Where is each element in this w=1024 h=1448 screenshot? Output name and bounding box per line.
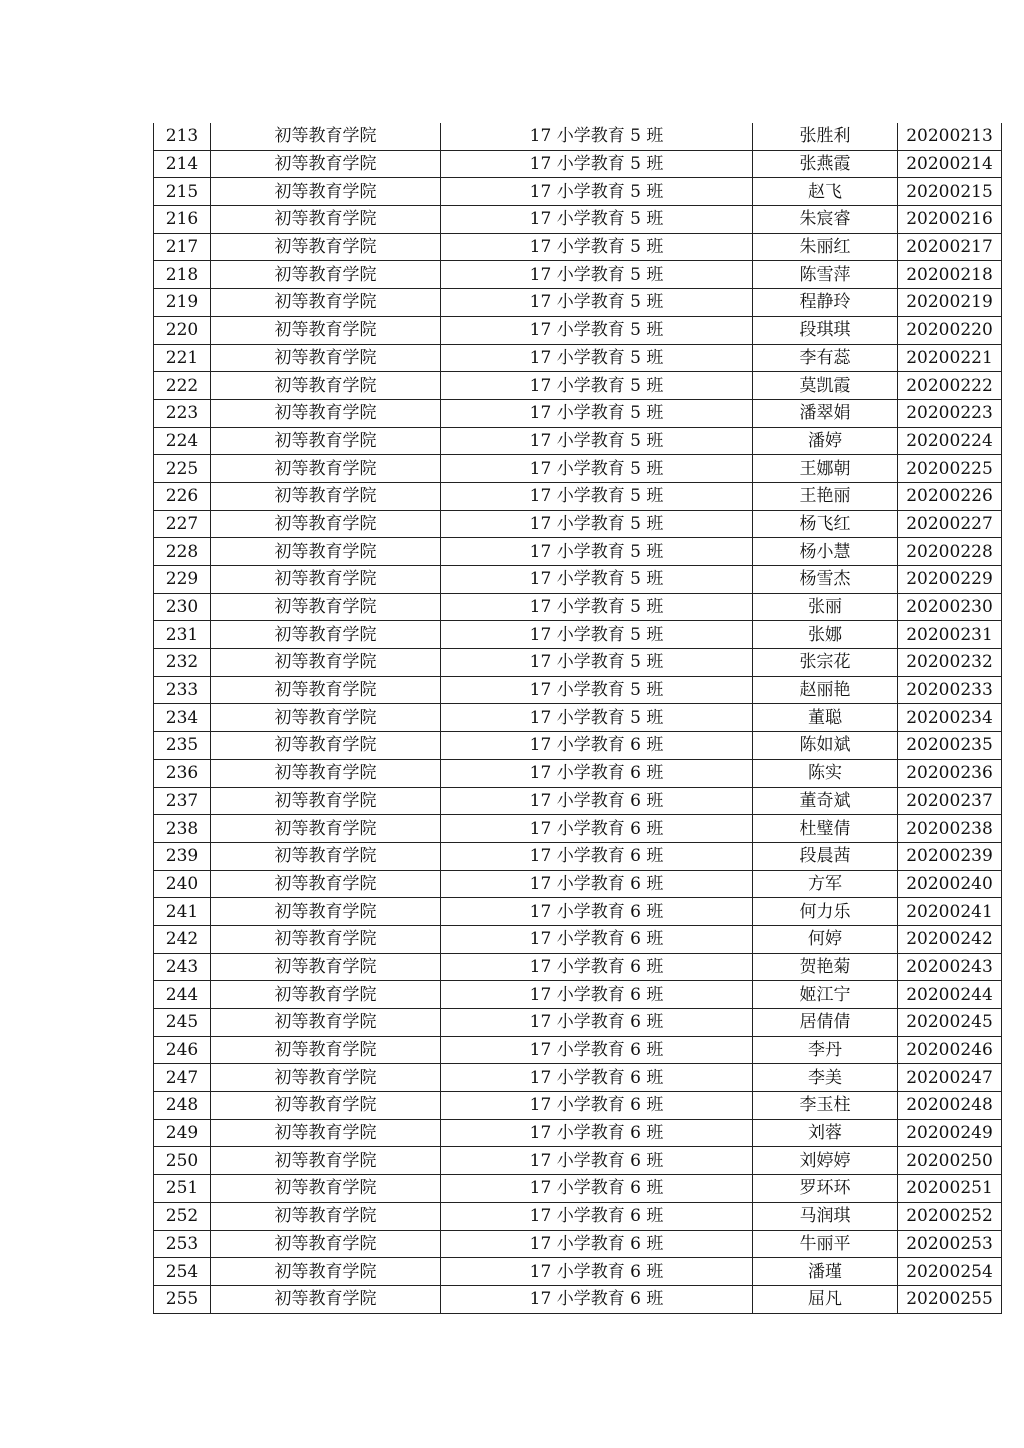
student-id-cell: 20200224 [898, 427, 1002, 455]
student-id-cell: 20200214 [898, 150, 1002, 178]
row-number-cell: 226 [154, 482, 211, 510]
student-name-cell: 张燕霞 [753, 150, 898, 178]
student-name-cell: 李玉柱 [753, 1092, 898, 1120]
row-number-cell: 248 [154, 1092, 211, 1120]
college-cell: 初等教育学院 [211, 1147, 441, 1175]
student-id-cell: 20200216 [898, 206, 1002, 234]
student-id-cell: 20200213 [898, 123, 1002, 150]
student-name-cell: 何力乐 [753, 898, 898, 926]
row-number-cell: 247 [154, 1064, 211, 1092]
class-cell: 17 小学教育 6 班 [441, 1285, 753, 1313]
table-row [154, 815, 1002, 843]
student-id-cell: 20200230 [898, 593, 1002, 621]
row-number-cell: 235 [154, 732, 211, 760]
student-name-cell: 陈雪萍 [753, 261, 898, 289]
student-list [153, 123, 1001, 1314]
student-id-cell: 20200244 [898, 981, 1002, 1009]
student-id-cell: 20200241 [898, 898, 1002, 926]
college-cell: 初等教育学院 [211, 815, 441, 843]
class-cell: 17 小学教育 6 班 [441, 1147, 753, 1175]
student-id-cell: 20200215 [898, 178, 1002, 206]
student-id-cell: 20200240 [898, 870, 1002, 898]
student-name-cell: 居倩倩 [753, 1009, 898, 1037]
table-row [154, 593, 1002, 621]
row-number-cell: 223 [154, 399, 211, 427]
college-cell: 初等教育学院 [211, 704, 441, 732]
class-cell: 17 小学教育 6 班 [441, 787, 753, 815]
class-cell: 17 小学教育 6 班 [441, 870, 753, 898]
class-cell: 17 小学教育 6 班 [441, 1175, 753, 1203]
row-number-cell: 253 [154, 1230, 211, 1258]
college-cell: 初等教育学院 [211, 566, 441, 594]
table-row [154, 870, 1002, 898]
class-cell: 17 小学教育 6 班 [441, 842, 753, 870]
student-id-cell: 20200220 [898, 316, 1002, 344]
college-cell: 初等教育学院 [211, 372, 441, 400]
student-name-cell: 莫凯霞 [753, 372, 898, 400]
row-number-cell: 245 [154, 1009, 211, 1037]
student-name-cell: 方军 [753, 870, 898, 898]
table-row [154, 372, 1002, 400]
row-number-cell: 237 [154, 787, 211, 815]
college-cell: 初等教育学院 [211, 981, 441, 1009]
student-id-cell: 20200222 [898, 372, 1002, 400]
student-name-cell: 屈凡 [753, 1285, 898, 1313]
table-row [154, 344, 1002, 372]
class-cell: 17 小学教育 5 班 [441, 123, 753, 150]
class-cell: 17 小学教育 5 班 [441, 261, 753, 289]
class-cell: 17 小学教育 5 班 [441, 316, 753, 344]
student-id-cell: 20200233 [898, 676, 1002, 704]
student-id-cell: 20200250 [898, 1147, 1002, 1175]
student-name-cell: 李美 [753, 1064, 898, 1092]
college-cell: 初等教育学院 [211, 482, 441, 510]
student-name-cell: 杨小慧 [753, 538, 898, 566]
row-number-cell: 246 [154, 1036, 211, 1064]
student-name-cell: 张胜利 [753, 123, 898, 150]
student-id-cell: 20200217 [898, 233, 1002, 261]
student-name-cell: 杜璧倩 [753, 815, 898, 843]
table-row [154, 1202, 1002, 1230]
table-row [154, 206, 1002, 234]
class-cell: 17 小学教育 6 班 [441, 1036, 753, 1064]
student-name-cell: 杨雪杰 [753, 566, 898, 594]
student-name-cell: 张丽 [753, 593, 898, 621]
class-cell: 17 小学教育 5 班 [441, 593, 753, 621]
student-id-cell: 20200236 [898, 759, 1002, 787]
college-cell: 初等教育学院 [211, 1258, 441, 1286]
row-number-cell: 236 [154, 759, 211, 787]
class-cell: 17 小学教育 6 班 [441, 759, 753, 787]
student-name-cell: 王娜朝 [753, 455, 898, 483]
table-row [154, 981, 1002, 1009]
student-id-cell: 20200228 [898, 538, 1002, 566]
student-id-cell: 20200221 [898, 344, 1002, 372]
college-cell: 初等教育学院 [211, 593, 441, 621]
college-cell: 初等教育学院 [211, 261, 441, 289]
table-row [154, 233, 1002, 261]
row-number-cell: 232 [154, 649, 211, 677]
class-cell: 17 小学教育 6 班 [441, 898, 753, 926]
class-cell: 17 小学教育 5 班 [441, 289, 753, 317]
student-name-cell: 何婷 [753, 925, 898, 953]
student-name-cell: 陈实 [753, 759, 898, 787]
class-cell: 17 小学教育 6 班 [441, 1202, 753, 1230]
college-cell: 初等教育学院 [211, 510, 441, 538]
college-cell: 初等教育学院 [211, 123, 441, 150]
row-number-cell: 252 [154, 1202, 211, 1230]
class-cell: 17 小学教育 6 班 [441, 981, 753, 1009]
table-row [154, 510, 1002, 538]
college-cell: 初等教育学院 [211, 676, 441, 704]
class-cell: 17 小学教育 5 班 [441, 621, 753, 649]
student-name-cell: 赵飞 [753, 178, 898, 206]
student-id-cell: 20200252 [898, 1202, 1002, 1230]
row-number-cell: 239 [154, 842, 211, 870]
row-number-cell: 220 [154, 316, 211, 344]
row-number-cell: 230 [154, 593, 211, 621]
college-cell: 初等教育学院 [211, 427, 441, 455]
college-cell: 初等教育学院 [211, 1202, 441, 1230]
college-cell: 初等教育学院 [211, 732, 441, 760]
row-number-cell: 249 [154, 1119, 211, 1147]
class-cell: 17 小学教育 5 班 [441, 649, 753, 677]
row-number-cell: 251 [154, 1175, 211, 1203]
student-id-cell: 20200237 [898, 787, 1002, 815]
college-cell: 初等教育学院 [211, 925, 441, 953]
row-number-cell: 250 [154, 1147, 211, 1175]
row-number-cell: 234 [154, 704, 211, 732]
student-id-cell: 20200225 [898, 455, 1002, 483]
table-row [154, 649, 1002, 677]
row-number-cell: 255 [154, 1285, 211, 1313]
student-name-cell: 李有蕊 [753, 344, 898, 372]
row-number-cell: 240 [154, 870, 211, 898]
table-row [154, 1064, 1002, 1092]
college-cell: 初等教育学院 [211, 316, 441, 344]
row-number-cell: 227 [154, 510, 211, 538]
college-cell: 初等教育学院 [211, 870, 441, 898]
student-name-cell: 段琪琪 [753, 316, 898, 344]
row-number-cell: 228 [154, 538, 211, 566]
college-cell: 初等教育学院 [211, 1064, 441, 1092]
table-row [154, 316, 1002, 344]
table-row [154, 621, 1002, 649]
college-cell: 初等教育学院 [211, 344, 441, 372]
student-name-cell: 陈如斌 [753, 732, 898, 760]
college-cell: 初等教育学院 [211, 1285, 441, 1313]
table-row [154, 538, 1002, 566]
row-number-cell: 244 [154, 981, 211, 1009]
class-cell: 17 小学教育 5 班 [441, 233, 753, 261]
table-row [154, 732, 1002, 760]
row-number-cell: 243 [154, 953, 211, 981]
college-cell: 初等教育学院 [211, 178, 441, 206]
class-cell: 17 小学教育 6 班 [441, 1009, 753, 1037]
table-row [154, 898, 1002, 926]
class-cell: 17 小学教育 6 班 [441, 732, 753, 760]
college-cell: 初等教育学院 [211, 759, 441, 787]
row-number-cell: 229 [154, 566, 211, 594]
row-number-cell: 242 [154, 925, 211, 953]
student-table [153, 123, 1002, 1314]
class-cell: 17 小学教育 5 班 [441, 676, 753, 704]
table-row [154, 482, 1002, 510]
college-cell: 初等教育学院 [211, 538, 441, 566]
college-cell: 初等教育学院 [211, 787, 441, 815]
student-name-cell: 张娜 [753, 621, 898, 649]
class-cell: 17 小学教育 5 班 [441, 510, 753, 538]
college-cell: 初等教育学院 [211, 1036, 441, 1064]
table-row [154, 676, 1002, 704]
student-id-cell: 20200227 [898, 510, 1002, 538]
student-id-cell: 20200248 [898, 1092, 1002, 1120]
table-row [154, 566, 1002, 594]
table-row [154, 1119, 1002, 1147]
table-row [154, 953, 1002, 981]
class-cell: 17 小学教育 6 班 [441, 1119, 753, 1147]
table-row [154, 1175, 1002, 1203]
college-cell: 初等教育学院 [211, 1009, 441, 1037]
student-id-cell: 20200249 [898, 1119, 1002, 1147]
table-row [154, 178, 1002, 206]
college-cell: 初等教育学院 [211, 455, 441, 483]
student-name-cell: 刘婷婷 [753, 1147, 898, 1175]
student-id-cell: 20200239 [898, 842, 1002, 870]
row-number-cell: 241 [154, 898, 211, 926]
student-name-cell: 李丹 [753, 1036, 898, 1064]
student-id-cell: 20200229 [898, 566, 1002, 594]
table-row [154, 123, 1002, 150]
row-number-cell: 225 [154, 455, 211, 483]
college-cell: 初等教育学院 [211, 842, 441, 870]
student-id-cell: 20200235 [898, 732, 1002, 760]
table-row [154, 150, 1002, 178]
student-name-cell: 牛丽平 [753, 1230, 898, 1258]
student-name-cell: 刘蓉 [753, 1119, 898, 1147]
table-row [154, 427, 1002, 455]
row-number-cell: 222 [154, 372, 211, 400]
class-cell: 17 小学教育 6 班 [441, 1258, 753, 1286]
table-row [154, 399, 1002, 427]
class-cell: 17 小学教育 5 班 [441, 344, 753, 372]
student-id-cell: 20200238 [898, 815, 1002, 843]
table-row [154, 289, 1002, 317]
college-cell: 初等教育学院 [211, 1230, 441, 1258]
student-name-cell: 贺艳菊 [753, 953, 898, 981]
college-cell: 初等教育学院 [211, 1119, 441, 1147]
table-row [154, 1147, 1002, 1175]
table-row [154, 1230, 1002, 1258]
student-name-cell: 杨飞红 [753, 510, 898, 538]
student-id-cell: 20200243 [898, 953, 1002, 981]
row-number-cell: 216 [154, 206, 211, 234]
row-number-cell: 238 [154, 815, 211, 843]
college-cell: 初等教育学院 [211, 206, 441, 234]
student-name-cell: 朱丽红 [753, 233, 898, 261]
row-number-cell: 221 [154, 344, 211, 372]
student-name-cell: 潘婷 [753, 427, 898, 455]
student-id-cell: 20200218 [898, 261, 1002, 289]
student-id-cell: 20200253 [898, 1230, 1002, 1258]
student-id-cell: 20200223 [898, 399, 1002, 427]
student-id-cell: 20200242 [898, 925, 1002, 953]
student-id-cell: 20200234 [898, 704, 1002, 732]
class-cell: 17 小学教育 5 班 [441, 482, 753, 510]
table-row [154, 842, 1002, 870]
row-number-cell: 218 [154, 261, 211, 289]
student-name-cell: 董奇斌 [753, 787, 898, 815]
class-cell: 17 小学教育 5 班 [441, 399, 753, 427]
class-cell: 17 小学教育 6 班 [441, 953, 753, 981]
college-cell: 初等教育学院 [211, 621, 441, 649]
college-cell: 初等教育学院 [211, 150, 441, 178]
class-cell: 17 小学教育 5 班 [441, 566, 753, 594]
class-cell: 17 小学教育 5 班 [441, 538, 753, 566]
student-id-cell: 20200251 [898, 1175, 1002, 1203]
college-cell: 初等教育学院 [211, 399, 441, 427]
table-row [154, 925, 1002, 953]
student-name-cell: 程静玲 [753, 289, 898, 317]
student-id-cell: 20200219 [898, 289, 1002, 317]
table-row [154, 1036, 1002, 1064]
row-number-cell: 231 [154, 621, 211, 649]
student-name-cell: 赵丽艳 [753, 676, 898, 704]
row-number-cell: 233 [154, 676, 211, 704]
class-cell: 17 小学教育 5 班 [441, 427, 753, 455]
student-id-cell: 20200226 [898, 482, 1002, 510]
student-name-cell: 马润琪 [753, 1202, 898, 1230]
table-row [154, 455, 1002, 483]
student-name-cell: 罗环环 [753, 1175, 898, 1203]
class-cell: 17 小学教育 6 班 [441, 925, 753, 953]
student-id-cell: 20200254 [898, 1258, 1002, 1286]
row-number-cell: 213 [154, 123, 211, 150]
student-id-cell: 20200232 [898, 649, 1002, 677]
student-id-cell: 20200246 [898, 1036, 1002, 1064]
table-body [154, 123, 1002, 1313]
class-cell: 17 小学教育 5 班 [441, 206, 753, 234]
student-id-cell: 20200245 [898, 1009, 1002, 1037]
college-cell: 初等教育学院 [211, 289, 441, 317]
college-cell: 初等教育学院 [211, 898, 441, 926]
table-row [154, 759, 1002, 787]
table-row [154, 1285, 1002, 1313]
table-row [154, 1092, 1002, 1120]
student-id-cell: 20200255 [898, 1285, 1002, 1313]
class-cell: 17 小学教育 5 班 [441, 150, 753, 178]
class-cell: 17 小学教育 6 班 [441, 815, 753, 843]
student-name-cell: 姬江宁 [753, 981, 898, 1009]
row-number-cell: 217 [154, 233, 211, 261]
row-number-cell: 219 [154, 289, 211, 317]
student-id-cell: 20200247 [898, 1064, 1002, 1092]
student-name-cell: 潘瑾 [753, 1258, 898, 1286]
student-name-cell: 朱宸睿 [753, 206, 898, 234]
class-cell: 17 小学教育 5 班 [441, 178, 753, 206]
class-cell: 17 小学教育 6 班 [441, 1064, 753, 1092]
student-name-cell: 潘翠娟 [753, 399, 898, 427]
student-name-cell: 张宗花 [753, 649, 898, 677]
table-row [154, 261, 1002, 289]
college-cell: 初等教育学院 [211, 649, 441, 677]
class-cell: 17 小学教育 5 班 [441, 372, 753, 400]
table-row [154, 1258, 1002, 1286]
student-name-cell: 董聪 [753, 704, 898, 732]
class-cell: 17 小学教育 6 班 [441, 1092, 753, 1120]
class-cell: 17 小学教育 5 班 [441, 704, 753, 732]
college-cell: 初等教育学院 [211, 1092, 441, 1120]
college-cell: 初等教育学院 [211, 1175, 441, 1203]
college-cell: 初等教育学院 [211, 233, 441, 261]
student-name-cell: 王艳丽 [753, 482, 898, 510]
class-cell: 17 小学教育 6 班 [441, 1230, 753, 1258]
table-row [154, 704, 1002, 732]
row-number-cell: 224 [154, 427, 211, 455]
class-cell: 17 小学教育 5 班 [441, 455, 753, 483]
student-id-cell: 20200231 [898, 621, 1002, 649]
table-row [154, 1009, 1002, 1037]
row-number-cell: 254 [154, 1258, 211, 1286]
table-row [154, 787, 1002, 815]
row-number-cell: 215 [154, 178, 211, 206]
student-name-cell: 段晨茜 [753, 842, 898, 870]
row-number-cell: 214 [154, 150, 211, 178]
college-cell: 初等教育学院 [211, 953, 441, 981]
